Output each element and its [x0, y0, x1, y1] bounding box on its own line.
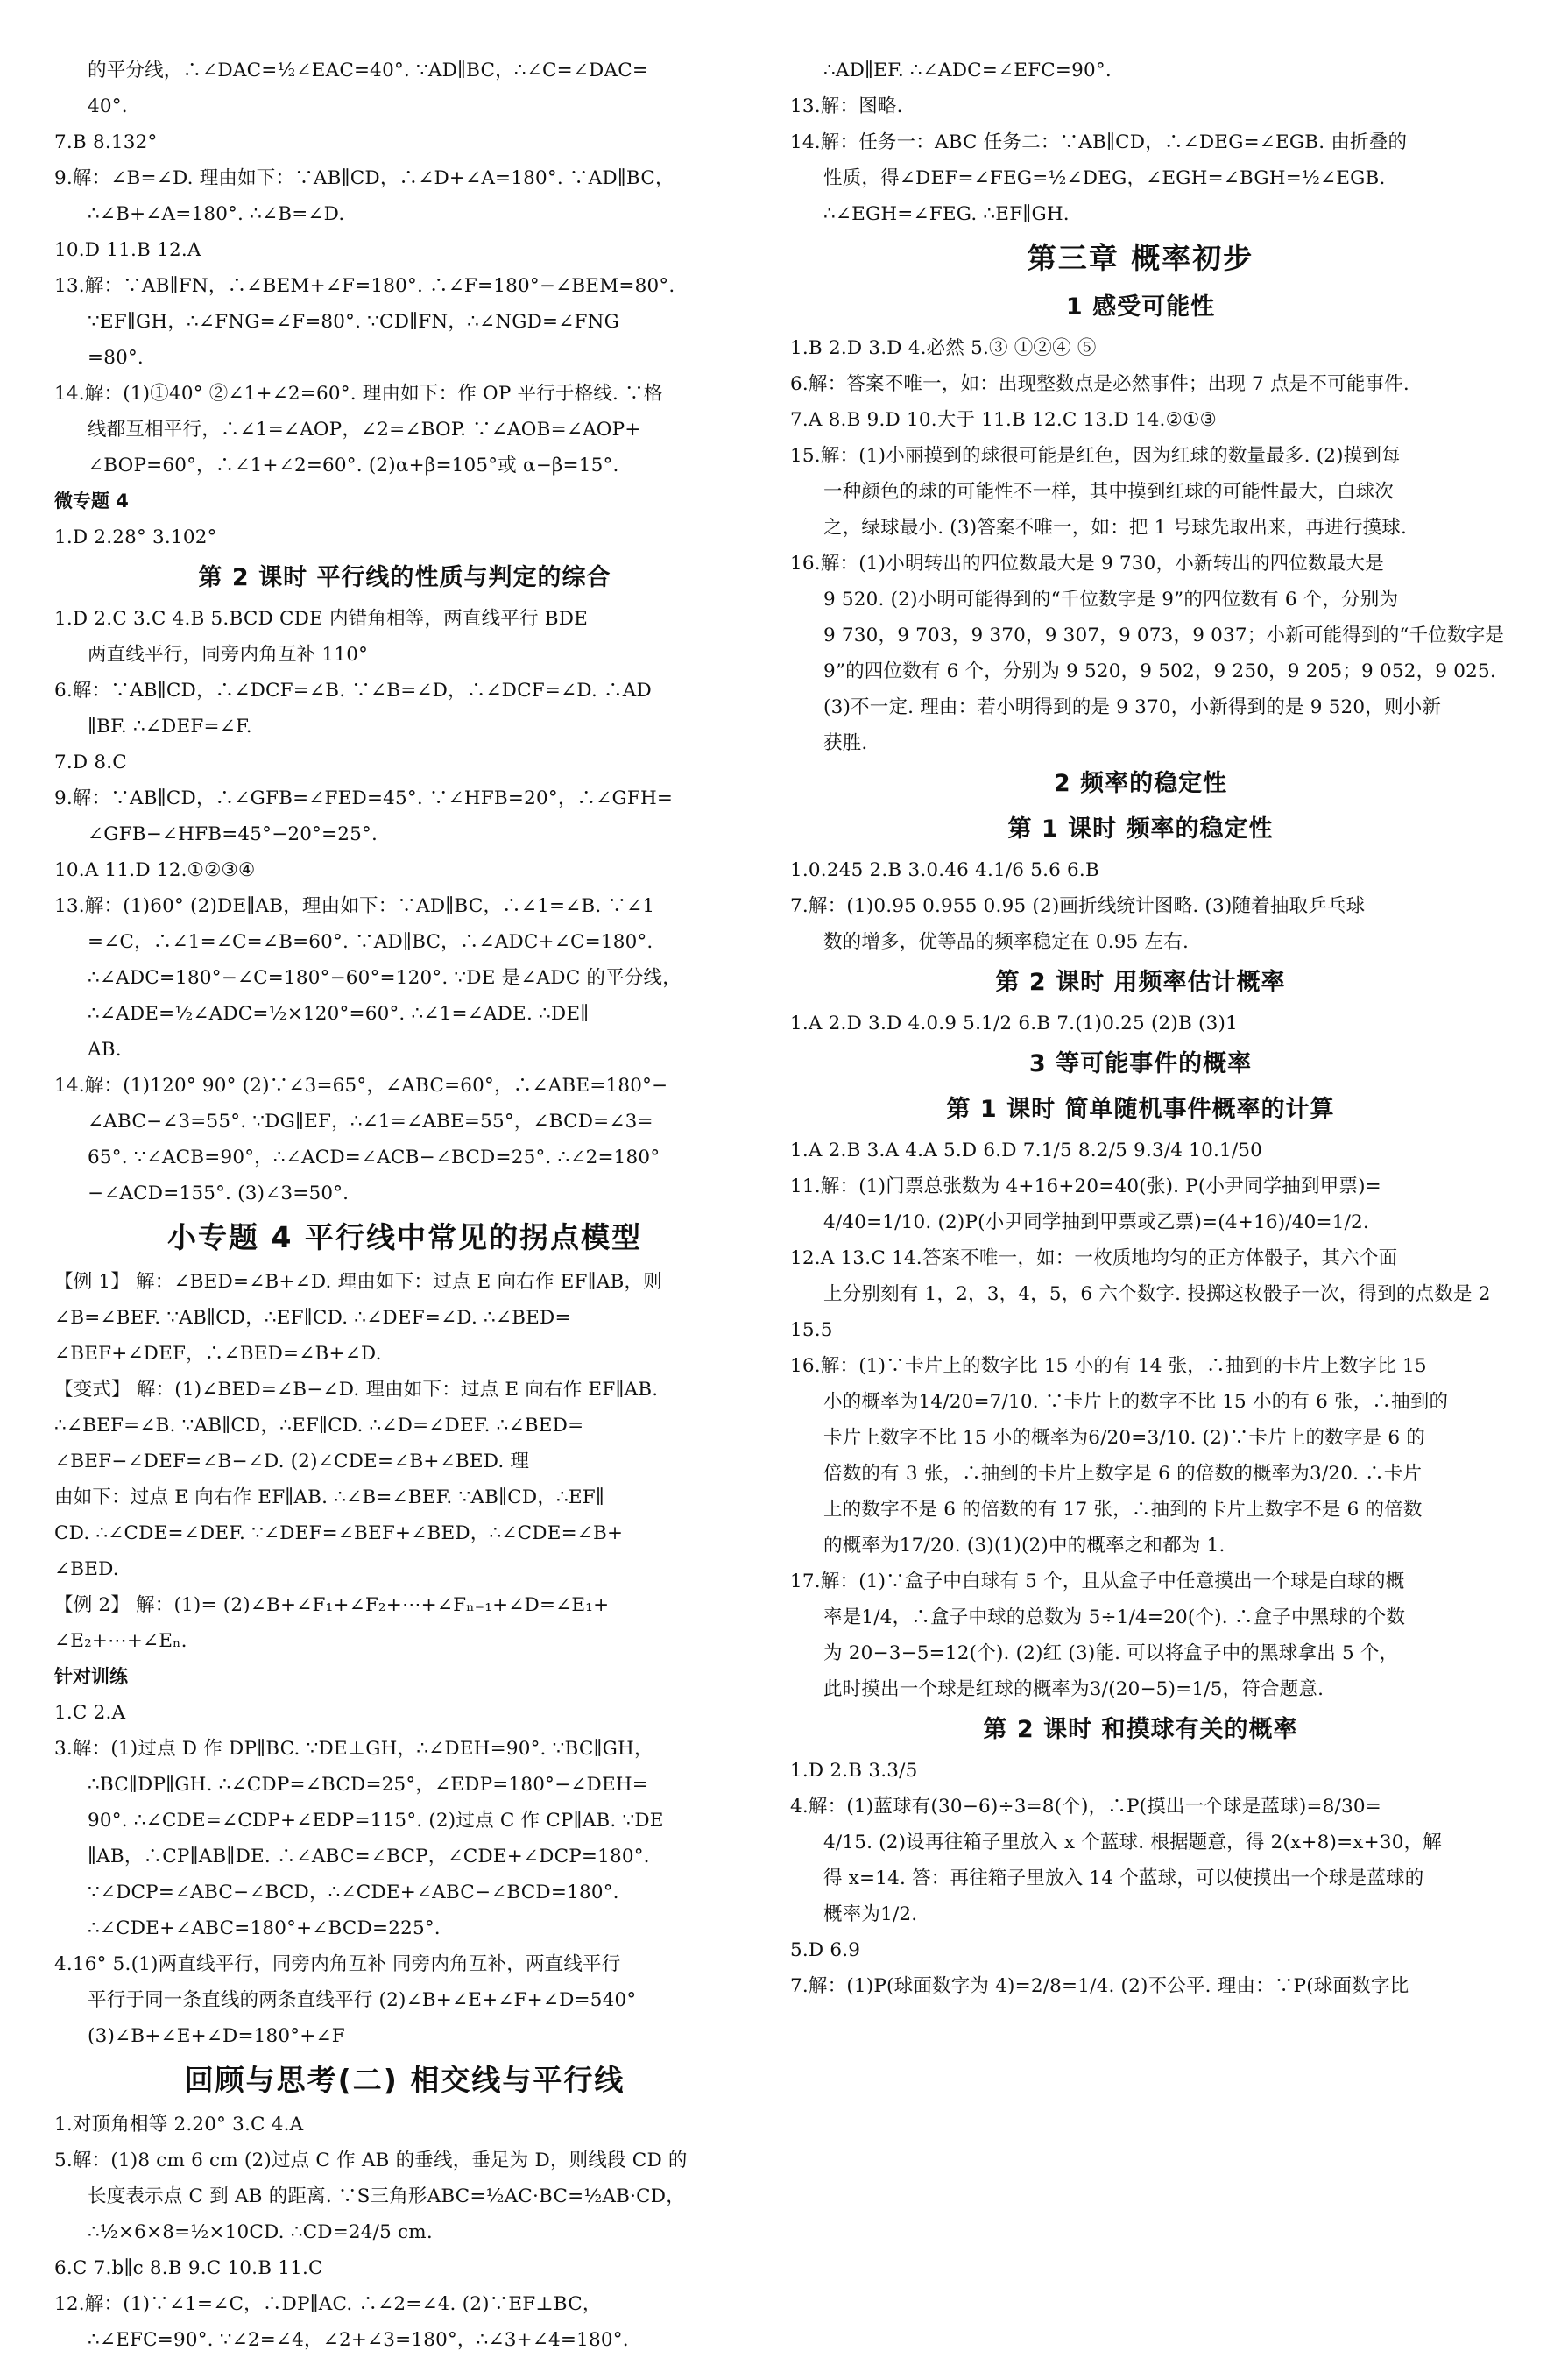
- text-line: 6.解：∵AB∥CD，∴∠DCF=∠B. ∵∠B=∠D，∴∠DCF=∠D. ∴AD: [54, 680, 652, 702]
- text-line: ∥BF. ∴∠DEF=∠F.: [88, 716, 252, 738]
- text-line: CD. ∴∠CDE=∠DEF. ∵∠DEF=∠BEF+∠BED，∴∠CDE=∠B+: [54, 1522, 624, 1544]
- text-line: 9”的四位数有 6 个，分别为 9 520，9 502，9 250，9 205；9 052，9 025.: [823, 660, 1496, 682]
- text-line: =80°.: [88, 347, 144, 369]
- text-line: ∥AB，∴CP∥AB∥DE. ∴∠ABC=∠BCP，∠CDE+∠DCP=180°.: [88, 1846, 650, 1867]
- text-line: −∠ACD=155°. (3)∠3=50°.: [88, 1183, 350, 1204]
- text-line: 7.B 8.132°: [54, 131, 158, 153]
- text-line: ∴∠BEF=∠B. ∵AB∥CD，∴EF∥CD. ∴∠D=∠DEF. ∴∠BED=: [54, 1415, 584, 1437]
- subsection-heading: 第 1 课时 简单随机事件概率的计算: [946, 1096, 1335, 1123]
- text-line: 6.解：答案不唯一，如：出现整数点是必然事件；出现 7 点是不可能事件.: [790, 373, 1409, 395]
- text-line: 的平分线，∴∠DAC=½∠EAC=40°. ∵AD∥BC，∴∠C=∠DAC=: [88, 60, 649, 81]
- text-line: 率是1/4，∴盒子中球的总数为 5÷1/4=20(个). ∴盒子中黑球的个数: [823, 1606, 1406, 1628]
- text-line: =∠C，∴∠1=∠C=∠B=60°. ∵AD∥BC，∴∠ADC+∠C=180°.: [88, 931, 653, 953]
- subsection-heading: 2 频率的稳定性: [1053, 770, 1228, 797]
- text-line: 90°. ∴∠CDE=∠CDP+∠EDP=115°. (2)过点 C 作 CP∥AB. ∵DE: [88, 1810, 664, 1832]
- text-line: ∵EF∥GH，∴∠FNG=∠F=80°. ∵CD∥FN，∴∠NGD=∠FNG: [88, 311, 619, 333]
- section-heading: 小专题 4 平行线中常见的拐点模型: [167, 1220, 642, 1254]
- text-line: AB.: [88, 1039, 122, 1061]
- text-line: 之，绿球最小. (3)答案不唯一，如：把 1 号球先取出来，再进行摸球.: [823, 517, 1408, 539]
- text-line: 65°. ∵∠ACB=90°，∴∠ACD=∠ACB−∠BCD=25°. ∴∠2=180°: [88, 1147, 660, 1168]
- text-line: ∴BC∥DP∥GH. ∴∠CDP=∠BCD=25°，∠EDP=180°−∠DEH=: [88, 1774, 649, 1796]
- text-line: 1.A 2.D 3.D 4.0.9 5.1/2 6.B 7.(1)0.25 (2)B (3)1: [790, 1013, 1238, 1034]
- text-line: 15.5: [790, 1319, 833, 1341]
- text-line: 1.D 2.28° 3.102°: [54, 526, 217, 548]
- text-line: 7.解：(1)0.95 0.955 0.95 (2)画折线统计图略. (3)随着抽取乒乓球: [790, 895, 1366, 917]
- text-line: 3.解：(1)过点 D 作 DP∥BC. ∵DE⊥GH，∴∠DEH=90°. ∵BC∥GH，: [54, 1738, 653, 1760]
- text-line: 14.解：(1)120° 90° (2)∵∠3=65°，∠ABC=60°，∴∠ABE=180°−: [54, 1075, 668, 1097]
- text-line: 1.B 2.D 3.D 4.必然 5.③ ①②④ ⑤: [790, 337, 1097, 359]
- text-line: 倍数的有 3 张，∴抽到的卡片上数字是 6 的倍数的概率为3/20. ∴卡片: [823, 1463, 1423, 1485]
- text-line: 9 730，9 703，9 370，9 307，9 073，9 037；小新可能得到的“千位数字是: [823, 625, 1505, 646]
- text-line: 为 20−3−5=12(个). (2)红 (3)能. 可以将盒子中的黑球拿出 5 个，: [823, 1642, 1399, 1664]
- text-line: 1.C 2.A: [54, 1702, 126, 1724]
- text-line: 13.解：∵AB∥FN，∴∠BEM+∠F=180°. ∴∠F=180°−∠BEM=80°.: [54, 275, 675, 297]
- text-line: 4/15. (2)设再往箱子里放入 x 个蓝球. 根据题意，得 2(x+8)=x+30，解: [823, 1832, 1442, 1853]
- text-line: 上的数字不是 6 的倍数的有 17 张，∴抽到的卡片上数字不是 6 的倍数: [823, 1499, 1423, 1521]
- text-line: 13.解：(1)60° (2)DE∥AB，理由如下：∵AD∥BC，∴∠1=∠B. ∵∠1: [54, 895, 655, 917]
- text-line: 17.解：(1)∵盒子中白球有 5 个，且从盒子中任意摸出一个球是白球的概: [790, 1571, 1405, 1592]
- text-line: 16.解：(1)∵卡片上的数字比 15 小的有 14 张，∴抽到的卡片上数字比 15: [790, 1355, 1427, 1377]
- text-line: 5.D 6.9: [790, 1939, 861, 1961]
- text-line: 获胜.: [823, 732, 868, 754]
- text-line: ∠B=∠BEF. ∵AB∥CD，∴EF∥CD. ∴∠DEF=∠D. ∴∠BED=: [54, 1307, 571, 1329]
- text-line: ∵∠DCP=∠ABC−∠BCD，∴∠CDE+∠ABC−∠BCD=180°.: [88, 1881, 619, 1903]
- text-line: 概率为1/2.: [823, 1903, 918, 1925]
- text-line: ∴∠B+∠A=180°. ∴∠B=∠D.: [88, 203, 345, 225]
- text-line: 的概率为17/20. (3)(1)(2)中的概率之和都为 1.: [823, 1535, 1225, 1557]
- text-line: 10.D 11.B 12.A: [54, 239, 201, 261]
- subsection-heading: 1 感受可能性: [1065, 293, 1216, 321]
- text-line: 两直线平行，同旁内角互补 110°: [88, 644, 369, 666]
- text-line: 由如下：过点 E 向右作 EF∥AB. ∴∠B=∠BEF. ∵AB∥CD，∴EF∥: [54, 1486, 605, 1508]
- text-line: (3)不一定. 理由：若小明得到的是 9 370，小新得到的是 9 520，则小新: [823, 696, 1442, 718]
- text-line: 15.解：(1)小丽摸到的球很可能是红色，因为红球的数量最多. (2)摸到每: [790, 445, 1401, 467]
- text-line: 线都互相平行，∴∠1=∠AOP，∠2=∠BOP. ∵∠AOB=∠AOP+: [88, 419, 641, 441]
- text-line: 小的概率为14/20=7/10. ∵卡片上的数字不比 15 小的有 6 张，∴抽到的: [823, 1391, 1449, 1413]
- text-line: ∠GFB−∠HFB=45°−20°=25°.: [88, 823, 378, 845]
- text-line: 此时摸出一个球是红球的概率为3/(20−5)=1/5，符合题意.: [823, 1678, 1324, 1700]
- subsection-heading: 第 2 课时 平行线的性质与判定的综合: [198, 564, 611, 591]
- text-line: 13.解：图略.: [790, 95, 903, 117]
- text-line: 12.解：(1)∵∠1=∠C，∴DP∥AC. ∴∠2=∠4. (2)∵EF⊥BC，: [54, 2293, 602, 2315]
- text-line: 【变式】 解：(1)∠BED=∠B−∠D. 理由如下：过点 E 向右作 EF∥AB.: [54, 1379, 659, 1401]
- text-line: 40°.: [88, 95, 128, 117]
- text-line: ∴∠EGH=∠FEG. ∴EF∥GH.: [823, 203, 1070, 225]
- text-line: 1.D 2.C 3.C 4.B 5.BCD CDE 内错角相等，两直线平行 BDE: [54, 608, 589, 630]
- text-line: ∠E₂+⋯+∠Eₙ.: [54, 1630, 187, 1652]
- text-line: 14.解：(1)①40° ②∠1+∠2=60°. 理由如下：作 OP 平行于格线. ∵格: [54, 383, 663, 405]
- section-heading: 回顾与思考(二) 相交线与平行线: [184, 2063, 625, 2097]
- text-line: ∠ABC−∠3=55°. ∵DG∥EF，∴∠1=∠ABE=55°，∠BCD=∠3=: [88, 1111, 653, 1133]
- text-line: 1.D 2.B 3.3/5: [790, 1760, 918, 1782]
- section-heading: 第三章 概率初步: [1027, 241, 1254, 275]
- text-line: ∴∠ADC=180°−∠C=180°−60°=120°. ∵DE 是∠ADC 的平分线，: [88, 967, 682, 989]
- text-line: 16.解：(1)小明转出的四位数最大是 9 730，小新转出的四位数最大是: [790, 553, 1384, 575]
- text-line: 5.解：(1)8 cm 6 cm (2)过点 C 作 AB 的垂线，垂足为 D，则线段 CD 的: [54, 2150, 688, 2171]
- text-line: 7.解：(1)P(球面数字为 4)=2/8=1/4. (2)不公平. 理由：∵P(球面数字比: [790, 1975, 1409, 1997]
- text-line: 卡片上数字不比 15 小的概率为6/20=3/10. (2)∵卡片上的数字是 6 的: [823, 1427, 1425, 1449]
- text-line: 1.对顶角相等 2.20° 3.C 4.A: [54, 2114, 304, 2136]
- text-line: 1.0.245 2.B 3.0.46 4.1/6 5.6 6.B: [790, 859, 1099, 881]
- text-line: 一种颜色的球的可能性不一样，其中摸到红球的可能性最大，白球次: [823, 481, 1395, 503]
- text-line: 平行于同一条直线的两条直线平行 (2)∠B+∠E+∠F+∠D=540°: [88, 1989, 637, 2011]
- text-line: 1.A 2.B 3.A 4.A 5.D 6.D 7.1/5 8.2/5 9.3/4 10.1/50: [790, 1140, 1263, 1161]
- text-line: ∠BEF+∠DEF，∴∠BED=∠B+∠D.: [54, 1343, 382, 1365]
- text-line: 9 520. (2)小明可能得到的“千位数字是 9”的四位数有 6 个，分别为: [823, 589, 1399, 611]
- text-line: (3)∠B+∠E+∠D=180°+∠F: [88, 2025, 345, 2047]
- text-line: 7.A 8.B 9.D 10.大于 11.B 12.C 13.D 14.②①③: [790, 409, 1218, 431]
- group-label: 针对训练: [54, 1666, 128, 1687]
- text-line: 10.A 11.D 12.①②③④: [54, 859, 256, 881]
- text-line: 9.解：∠B=∠D. 理由如下：∵AB∥CD，∴∠D+∠A=180°. ∵AD∥BC，: [54, 167, 675, 189]
- text-line: 4.解：(1)蓝球有(30−6)÷3=8(个)，∴P(摸出一个球是蓝球)=8/30=: [790, 1796, 1381, 1818]
- subsection-heading: 第 2 课时 和摸球有关的概率: [983, 1716, 1298, 1743]
- left-column: [54, 53, 755, 2351]
- text-line: 6.C 7.b∥c 8.B 9.C 10.B 11.C: [54, 2257, 323, 2279]
- text-line: 长度表示点 C 到 AB 的距离. ∵S三角形ABC=½AC·BC=½AB·CD，: [88, 2185, 685, 2207]
- subsection-heading: 第 1 课时 频率的稳定性: [1007, 815, 1274, 843]
- text-line: 11.解：(1)门票总张数为 4+16+20=40(张). P(小尹同学抽到甲票)=: [790, 1175, 1381, 1197]
- text-line: ∴∠ADE=½∠ADC=½×120°=60°. ∴∠1=∠ADE. ∴DE∥: [88, 1003, 590, 1025]
- right-column: [790, 53, 1505, 2190]
- text-line: 性质，得∠DEF=∠FEG=½∠DEG，∠EGH=∠BGH=½∠EGB.: [823, 167, 1386, 189]
- text-line: 12.A 13.C 14.答案不唯一，如：一枚质地均匀的正方体骰子，其六个面: [790, 1247, 1398, 1269]
- text-line: 7.D 8.C: [54, 752, 127, 773]
- text-line: 【例 2】 解：(1)= (2)∠B+∠F₁+∠F₂+⋯+∠Fₙ₋₁+∠D=∠E₁+: [54, 1594, 610, 1616]
- text-line: ∴½×6×8=½×10CD. ∴CD=24/5 cm.: [88, 2221, 433, 2243]
- text-line: ∠BOP=60°，∴∠1+∠2=60°. (2)α+β=105°或 α−β=15°.: [88, 455, 619, 477]
- text-line: 4.16° 5.(1)两直线平行，同旁内角互补 同旁内角互补，两直线平行: [54, 1953, 621, 1975]
- text-line: 得 x=14. 答：再往箱子里放入 14 个蓝球，可以使摸出一个球是蓝球的: [823, 1867, 1424, 1889]
- text-line: 【例 1】 解：∠BED=∠B+∠D. 理由如下：过点 E 向右作 EF∥AB，则: [54, 1271, 662, 1293]
- text-line: ∠BED.: [54, 1558, 119, 1580]
- text-line: 14.解：任务一：ABC 任务二：∵AB∥CD，∴∠DEG=∠EGB. 由折叠的: [790, 131, 1408, 153]
- subsection-heading: 3 等可能事件的概率: [1028, 1050, 1253, 1077]
- text-line: ∴∠EFC=90°. ∵∠2=∠4，∠2+∠3=180°，∴∠3+∠4=180°.: [88, 2329, 629, 2351]
- subsection-heading: 第 2 课时 用频率估计概率: [995, 969, 1286, 996]
- text-line: 4/40=1/10. (2)P(小尹同学抽到甲票或乙票)=(4+16)/40=1/2.: [823, 1211, 1369, 1233]
- text-line: ∠BEF−∠DEF=∠B−∠D. (2)∠CDE=∠B+∠BED. 理: [54, 1451, 530, 1472]
- text-line: ∴AD∥EF. ∴∠ADC=∠EFC=90°.: [823, 60, 1112, 81]
- text-line: ∴∠CDE+∠ABC=180°+∠BCD=225°.: [88, 1917, 441, 1939]
- text-line: 9.解：∵AB∥CD，∴∠GFB=∠FED=45°. ∵∠HFB=20°，∴∠GFH=: [54, 787, 674, 809]
- text-line: 数的增多，优等品的频率稳定在 0.95 左右.: [823, 931, 1189, 953]
- group-label: 微专题 4: [54, 491, 129, 512]
- text-line: 上分别刻有 1，2，3，4，5，6 六个数字. 投掷这枚骰子一次，得到的点数是 2: [823, 1283, 1491, 1305]
